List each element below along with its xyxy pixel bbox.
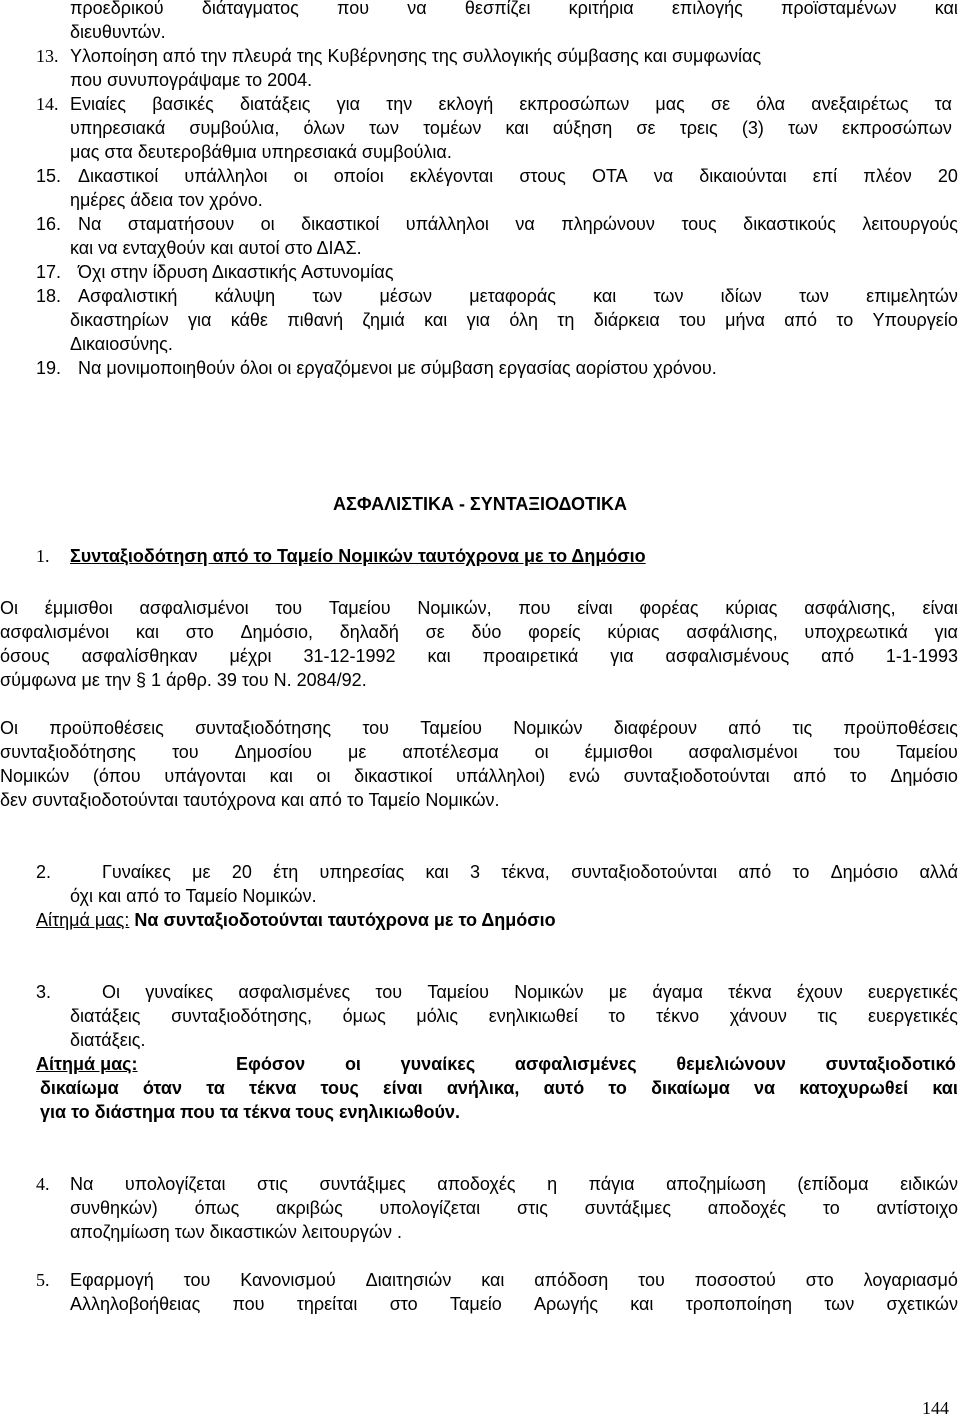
section-item-1-number: 1. <box>36 546 50 566</box>
word: έμμισθοι <box>584 742 653 762</box>
word: λειτουργούς <box>862 214 958 234</box>
word: πιθανή <box>287 310 344 330</box>
word: εκλογή <box>438 94 494 114</box>
word: των <box>369 118 399 138</box>
item-17-line-1: Όχι στην ίδρυση Δικαστικής Αστυνομίας <box>78 262 394 282</box>
word: τα <box>934 94 952 114</box>
word: επί <box>812 166 838 186</box>
item-16-line-2: και να ενταχθούν και αυτοί στο ΔΙΑΣ. <box>70 238 362 258</box>
word: σταματήσουν <box>127 214 235 234</box>
word: στις <box>516 1198 548 1218</box>
word: εκπροσώπων <box>519 94 630 114</box>
item-19-number: 19. <box>36 358 62 378</box>
word: βασικές <box>152 94 214 114</box>
paragraph-1-line-4: σύμφωνα με την § 1 άρθρ. 39 του Ν. 2084/92. <box>0 670 367 690</box>
word: τηρείται <box>296 1294 358 1314</box>
word: ασφαλισμένες <box>238 982 351 1002</box>
page-number: 144 <box>922 1398 949 1418</box>
word: Ενιαίες <box>70 94 127 114</box>
word: Αρωγής <box>534 1294 598 1314</box>
word: η <box>547 1174 558 1194</box>
word: του <box>362 718 390 738</box>
item-16-line-1 <box>78 212 958 236</box>
word: (επίδομα <box>797 1174 869 1194</box>
word: του <box>183 1270 211 1290</box>
word: τις <box>792 718 813 738</box>
section-item-3-request-line-3: για το διάστημα που τα τέκνα τους ενηλικιωθούν. <box>40 1102 461 1122</box>
paragraph-1-line-1 <box>0 596 958 620</box>
word: για <box>336 94 361 114</box>
section-item-5-line-1 <box>70 1268 958 1292</box>
word: πληρώνουν <box>561 214 655 234</box>
word: λογαριασμό <box>863 1270 958 1290</box>
section-item-1-title: Συνταξιοδότηση από το Ταμείο Νομικών ταυτόχρονα με το Δημόσιο <box>70 546 646 566</box>
word: σε <box>636 118 656 138</box>
word: 20 <box>937 166 958 186</box>
word: και <box>505 118 529 138</box>
word: μόλις <box>416 1006 459 1026</box>
word: προϊσταμένων <box>781 0 897 18</box>
word: διατάξεις <box>240 94 311 114</box>
word: στις <box>257 1174 288 1194</box>
item-18-number: 18. <box>36 286 62 306</box>
word: 3 <box>469 862 480 882</box>
item-13-number: 13. <box>36 46 59 66</box>
paragraph-2-line-1 <box>0 716 958 740</box>
word: αύξηση <box>552 118 613 138</box>
word: το <box>608 1006 626 1026</box>
word: άγαμα <box>652 982 703 1002</box>
word: προαιρετικά <box>482 646 579 666</box>
word: Γυναίκες <box>102 862 171 882</box>
word: ειδικών <box>900 1174 958 1194</box>
word: δύο <box>471 622 502 642</box>
word: τροποποίηση <box>685 1294 793 1314</box>
word: συνταξιοδότησης <box>195 718 332 738</box>
word: του <box>375 982 403 1002</box>
word: έμμισθοι <box>44 598 113 618</box>
word: συνταξιοδοτούνται <box>623 766 770 786</box>
word: στο <box>805 1270 834 1290</box>
word: και <box>481 1270 505 1290</box>
word: το <box>849 766 867 786</box>
word: ΟΤΑ <box>591 166 628 186</box>
section-item-3-request <box>36 1052 956 1076</box>
word: εκπροσώπων <box>842 118 952 138</box>
word: υπάλληλοι <box>184 166 268 186</box>
word: υπάλληλοι <box>405 214 489 234</box>
word: χάνουν <box>729 1006 787 1026</box>
word: σχετικών <box>886 1294 958 1314</box>
item-14-line-1 <box>70 92 952 116</box>
paragraph-2-line-4: δεν συνταξιοδοτούνται ταυτόχρονα και από το Ταμείο Νομικών. <box>0 790 500 810</box>
item-15-line-2: ημέρες άδεια τον χρόνο. <box>70 190 263 210</box>
word: διάταγματος <box>201 0 299 18</box>
word: κριτήρια <box>568 0 634 18</box>
word: Δικαστικοί <box>78 166 159 186</box>
word: φορέας <box>639 598 699 618</box>
section-item-2-request <box>36 908 556 932</box>
word: διάρκεια <box>593 310 660 330</box>
request-text: Να συνταξιοδοτούνται ταυτόχρονα με το Δημόσιο <box>134 910 556 930</box>
word: Οι <box>0 718 18 738</box>
word: ευεργετικές <box>867 1006 958 1026</box>
word: Ασφαλιστική <box>78 286 178 306</box>
section-item-3-request-line-2 <box>40 1076 958 1100</box>
word: προϋποθέσεις <box>843 718 958 738</box>
word: συμβούλια, <box>189 118 280 138</box>
section-item-2-line-1 <box>102 860 958 884</box>
word: και <box>630 1294 654 1314</box>
word: υπάλληλοι) <box>456 766 546 786</box>
section-item-5-number: 5. <box>36 1270 50 1290</box>
word: και <box>269 766 293 786</box>
word: ασφαλίσθηκαν <box>81 646 198 666</box>
word: τους <box>320 1078 359 1098</box>
word: 20 <box>231 862 252 882</box>
word: να <box>653 166 674 186</box>
word: Ταμείου <box>896 742 958 762</box>
section-item-3-line-1 <box>102 980 958 1004</box>
word: μέσων <box>379 286 433 306</box>
word: Δημόσιο <box>830 862 899 882</box>
word: του <box>833 742 861 762</box>
word: του <box>171 742 199 762</box>
word: με <box>608 982 628 1002</box>
word: υπηρεσιακά <box>70 118 166 138</box>
word: σε <box>710 94 731 114</box>
word: αποδοχές <box>437 1174 516 1194</box>
word: κύριας <box>607 622 660 642</box>
word: ενηλικιωθεί <box>488 1006 578 1026</box>
item-18-line-2 <box>70 308 958 332</box>
word: επιμελητών <box>866 286 958 306</box>
paragraph-2-line-2 <box>0 740 958 764</box>
word: Δημόσιο, <box>240 622 313 642</box>
word: (3) <box>741 118 764 138</box>
word: δικαίωμα <box>651 1078 730 1098</box>
word: για <box>610 646 634 666</box>
paragraph-2-line-3 <box>0 764 958 788</box>
word: δηλαδή <box>339 622 399 642</box>
item-13-line-1: Υλοποίηση από την πλευρά της Κυβέρνησης της συλλογικής σύμβασης και συμφωνίας <box>70 46 762 66</box>
word: δικαίωμα <box>40 1078 119 1098</box>
section-item-2-line-2: όχι και από το Ταμείο Νομικών. <box>70 886 317 906</box>
word: να <box>515 214 535 234</box>
word: του <box>679 310 706 330</box>
word: κάθε <box>230 310 268 330</box>
word: τα <box>206 1078 225 1098</box>
word: Ταμείου <box>420 718 482 738</box>
item-17-number: 17. <box>36 262 62 282</box>
word: μας <box>655 94 685 114</box>
word: Οι <box>0 598 18 618</box>
word: όμως <box>342 1006 386 1026</box>
word: που <box>518 598 551 618</box>
word: τρεις <box>679 118 718 138</box>
word: Ταμείου <box>328 598 391 618</box>
section-item-3-number: 3. <box>36 982 52 1002</box>
word: και <box>593 286 617 306</box>
word: όλα <box>756 94 786 114</box>
word: ασφάλισης, <box>804 598 896 618</box>
item-18-line-3: Δικαιοσύνης. <box>70 334 173 354</box>
word: Εφόσον <box>236 1054 306 1074</box>
word: είναι <box>383 1078 423 1098</box>
item-18-line-1 <box>78 284 958 308</box>
word: και <box>424 310 448 330</box>
word: τέκνα, <box>501 862 550 882</box>
word: συνταξιοδότησης <box>0 742 136 762</box>
word: Ταμείο <box>449 1294 502 1314</box>
word: τις <box>817 1006 838 1026</box>
word: Νομικών <box>514 982 584 1002</box>
word: τέκνα <box>728 982 772 1002</box>
word: με <box>192 862 211 882</box>
word: ευεργετικές <box>867 982 958 1002</box>
section-item-3-line-3: διατάξεις. <box>70 1030 146 1050</box>
word: για <box>934 622 958 642</box>
word: Ταμείου <box>427 982 490 1002</box>
word: από <box>821 646 854 666</box>
word: πλέον <box>863 166 912 186</box>
word: συνταξιοδοτούνται <box>571 862 718 882</box>
section-item-2-number: 2. <box>36 862 52 882</box>
item-19-line-1: Να μονιμοποιηθούν όλοι οι εργαζόμενοι με σύμβαση εργασίας αορίστου χρόνου. <box>78 358 717 378</box>
word: συνθηκών) <box>70 1198 158 1218</box>
word: υπολογίζεται <box>379 1198 481 1218</box>
request-text-line-1 <box>236 1052 956 1076</box>
word: όλων <box>303 118 345 138</box>
word: ανεξαιρέτως <box>811 94 909 114</box>
word: είναι <box>922 598 958 618</box>
word: αλλά <box>919 862 958 882</box>
request-label: Αίτημά μας: <box>36 910 130 930</box>
word: τη <box>557 310 575 330</box>
word: ασφαλισμένοι <box>0 622 110 642</box>
section-item-5-line-2 <box>70 1292 958 1316</box>
word: ακριβώς <box>276 1198 343 1218</box>
word: των <box>788 118 818 138</box>
item-12-line-1 <box>70 0 958 20</box>
word: Να <box>70 1174 94 1194</box>
word: ασφαλισμένοι <box>688 742 798 762</box>
word: στο <box>185 622 214 642</box>
word: του <box>638 1270 665 1290</box>
word: ανήλικα, <box>446 1078 520 1098</box>
word: Δημόσιο <box>890 766 958 786</box>
word: σε <box>425 622 445 642</box>
word: Διαιτησιών <box>365 1270 452 1290</box>
word: ζημιά <box>362 310 405 330</box>
word: από <box>738 862 772 882</box>
word: Εφαρμογή <box>70 1270 154 1290</box>
word: Να <box>78 214 102 234</box>
word: Δημοσίου <box>234 742 312 762</box>
section-heading: ΑΣΦΑΛΙΣΤΙΚΑ - ΣΥΝΤΑΞΙΟΔΟΤΙΚΑ <box>333 494 627 514</box>
word: που <box>337 0 370 18</box>
word: Νομικών <box>0 766 70 786</box>
word: των <box>312 286 343 306</box>
word: προεδρικού <box>70 0 164 18</box>
word: ασφαλισμένους <box>665 646 790 666</box>
word: είναι <box>577 598 613 618</box>
word: και <box>932 1078 958 1098</box>
word: Νομικών, <box>417 598 492 618</box>
word: οι <box>344 1054 361 1074</box>
word: τέκνο <box>655 1006 700 1026</box>
word: όσους <box>0 646 50 666</box>
section-item-4-line-1 <box>70 1172 958 1196</box>
word: των <box>798 286 829 306</box>
word: έτη <box>273 862 299 882</box>
item-14-number: 14. <box>36 94 59 114</box>
word: ενώ <box>568 766 600 786</box>
word: να <box>407 0 427 18</box>
word: των <box>824 1294 855 1314</box>
paragraph-1-line-2 <box>0 620 958 644</box>
item-14-line-2 <box>70 116 952 140</box>
word: οποίοι <box>333 166 384 186</box>
word: μεταφοράς <box>469 286 556 306</box>
word: Κανονισμού <box>240 1270 336 1290</box>
word: αυτό <box>543 1078 585 1098</box>
section-item-4-line-2 <box>70 1196 958 1220</box>
word: γυναίκες <box>400 1054 476 1074</box>
word: θεμελιώνουν <box>676 1054 786 1074</box>
section-item-4-number: 4. <box>36 1174 50 1194</box>
word: υπολογίζεται <box>124 1174 226 1194</box>
word: πάγια <box>588 1174 635 1194</box>
word: από <box>784 310 818 330</box>
section-item-3-line-2 <box>70 1004 958 1028</box>
word: και <box>425 862 449 882</box>
word: αποζημίωση <box>666 1174 766 1194</box>
item-15-number: 15. <box>36 166 62 186</box>
word: με <box>347 742 367 762</box>
word: και <box>427 646 451 666</box>
word: το <box>822 1198 840 1218</box>
word: δικαιούνται <box>699 166 787 186</box>
word: συνταξιοδοτικό <box>825 1054 956 1074</box>
word: διαφέρουν <box>613 718 697 738</box>
word: προϋποθέσεις <box>49 718 164 738</box>
word: οι <box>260 214 275 234</box>
word: αποδοχές <box>707 1198 787 1218</box>
word: των <box>653 286 684 306</box>
word: δικαστικοί <box>354 766 433 786</box>
word: του <box>275 598 303 618</box>
word: από <box>728 718 762 738</box>
word: υπάγονται <box>164 766 246 786</box>
word: για <box>466 310 491 330</box>
word: αποτέλεσμα <box>402 742 499 762</box>
word: 1-1-1993 <box>885 646 958 666</box>
word: διατάξεις <box>70 1006 141 1026</box>
word: τέκνα <box>249 1078 297 1098</box>
word: στο <box>389 1294 418 1314</box>
word: ασφαλισμένοι <box>139 598 249 618</box>
word: εκλέγονται <box>409 166 494 186</box>
word: και <box>934 0 958 18</box>
word: συντάξιμες <box>319 1174 406 1194</box>
word: τομέων <box>423 118 482 138</box>
word: γυναίκες <box>145 982 214 1002</box>
word: κύριας <box>725 598 778 618</box>
word: το <box>836 310 854 330</box>
word: οι <box>534 742 549 762</box>
word: υπηρεσίας <box>319 862 405 882</box>
word: Οι <box>102 982 120 1002</box>
word: μέχρι <box>229 646 272 666</box>
word: δικαστικούς <box>743 214 836 234</box>
word: όπως <box>194 1198 240 1218</box>
word: το <box>792 862 810 882</box>
word: θεσπίζει <box>464 0 531 18</box>
word: για <box>188 310 212 330</box>
word: ασφάλισης, <box>686 622 778 642</box>
word: φορείς <box>528 622 581 642</box>
word: κατοχυρωθεί <box>799 1078 909 1098</box>
item-15-line-1 <box>78 164 958 188</box>
word: Αλληλοβοήθειας <box>70 1294 201 1314</box>
word: ασφαλισμένες <box>514 1054 637 1074</box>
word: κάλυψη <box>214 286 276 306</box>
word: από <box>793 766 827 786</box>
word: Υπουργείο <box>872 310 958 330</box>
word: οι <box>293 166 308 186</box>
item-13-line-2: που συνυπογράψαμε το 2004. <box>70 70 313 90</box>
word: (όπου <box>92 766 141 786</box>
request-label: Αίτημά μας: <box>36 1054 138 1074</box>
word: δικαστηρίων <box>70 310 169 330</box>
word: συντάξιμες <box>584 1198 671 1218</box>
word: το <box>608 1078 627 1098</box>
word: δικαστικοί <box>301 214 380 234</box>
word: όλη <box>509 310 538 330</box>
word: την <box>386 94 413 114</box>
word: μήνα <box>725 310 765 330</box>
word: τους <box>681 214 717 234</box>
word: υποχρεωτικά <box>804 622 908 642</box>
word: που <box>232 1294 265 1314</box>
word: όταν <box>142 1078 183 1098</box>
paragraph-1-line-3 <box>0 644 958 668</box>
word: Νομικών <box>513 718 583 738</box>
word: και <box>135 622 160 642</box>
word: 31-12-1992 <box>303 646 396 666</box>
section-item-4-line-3: αποζημίωση των δικαστικών λειτουργών . <box>70 1222 402 1242</box>
item-16-number: 16. <box>36 214 62 234</box>
word: αντίστοιχο <box>876 1198 958 1218</box>
word: επιλογής <box>671 0 743 18</box>
word: οι <box>316 766 331 786</box>
item-12-line-2: διευθυντών. <box>70 22 166 42</box>
word: ιδίων <box>720 286 762 306</box>
word: έχουν <box>796 982 843 1002</box>
item-14-line-3: μας στα δευτεροβάθμια υπηρεσιακά συμβούλια. <box>70 142 452 162</box>
word: να <box>754 1078 776 1098</box>
word: συνταξιοδότησης, <box>171 1006 313 1026</box>
word: στους <box>519 166 566 186</box>
word: απόδοση <box>534 1270 609 1290</box>
word: ποσοστού <box>694 1270 776 1290</box>
